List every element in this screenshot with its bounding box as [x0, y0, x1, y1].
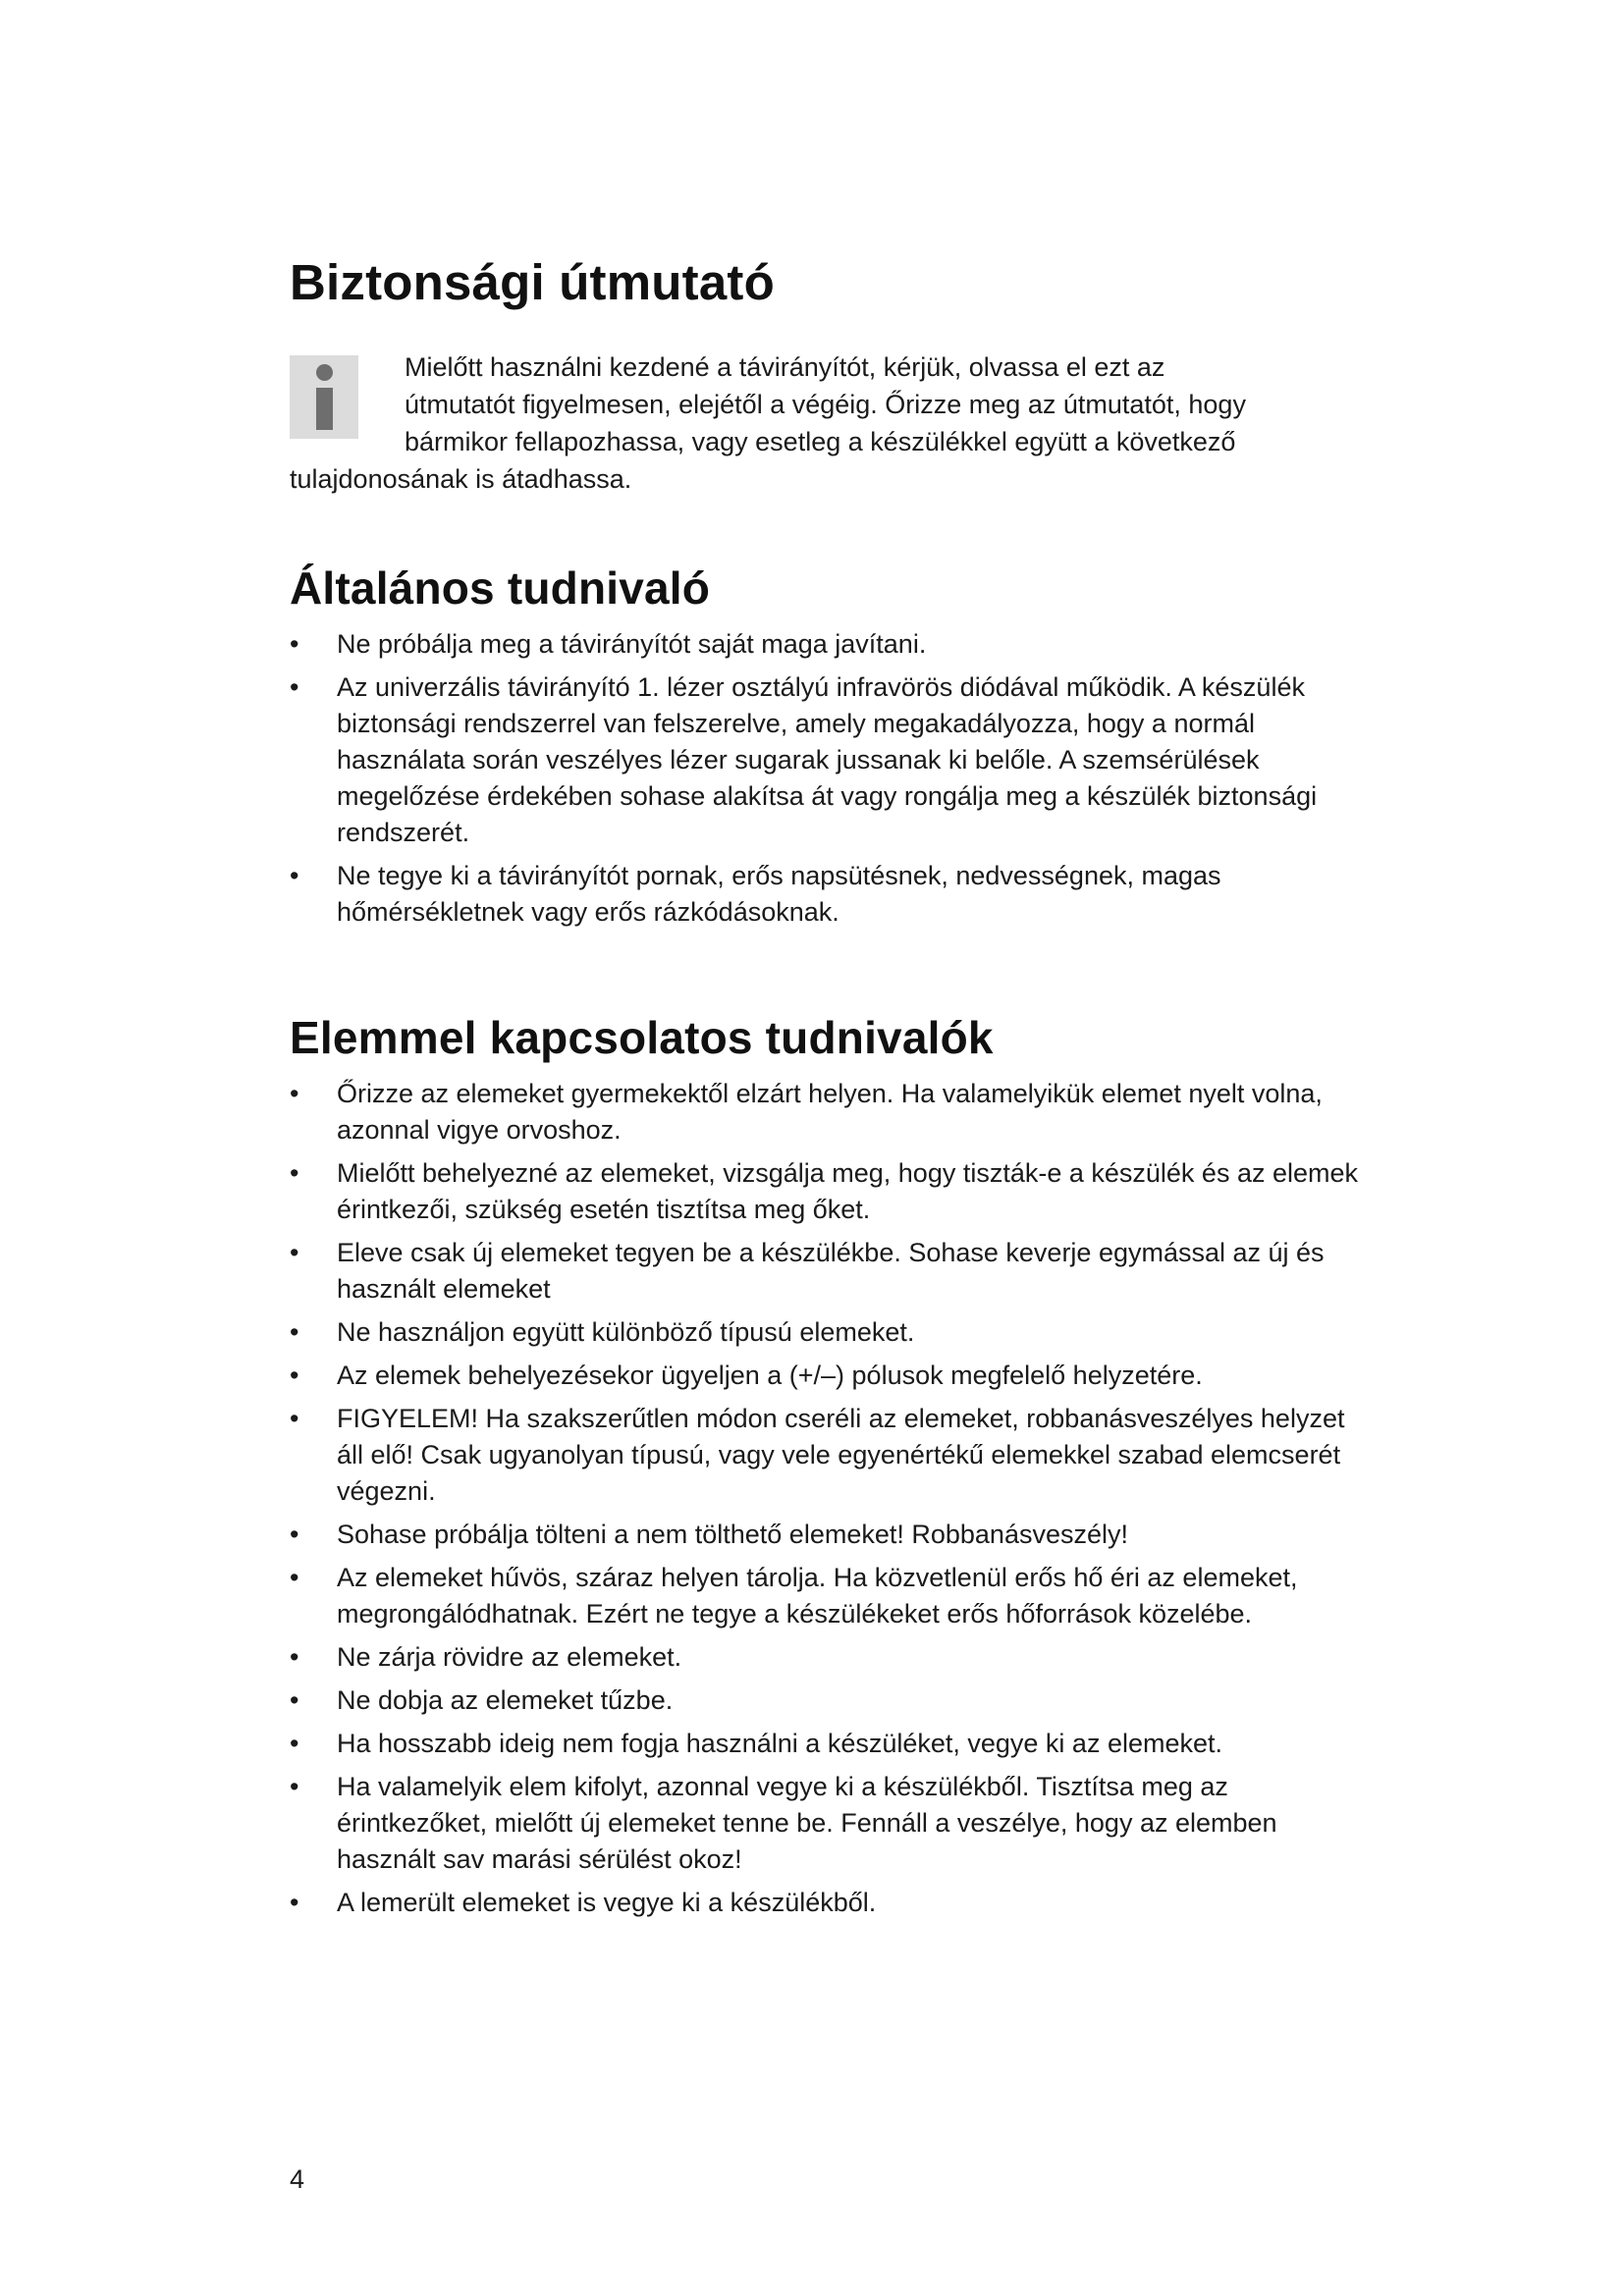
- list-item: • Az univerzális távirányító 1. lézer osztályú infravörös diódával működik. A készülék biztonsági rendszerrel van felszerelve, amely megakadályozza, hogy a normál használata során veszélyes lézer sugarak jussanak ki belőle. A szemsérülések megelőzése érdekében sohase alakítsa át vagy rongálja meg a készülék biztonsági rendszerét.: [290, 669, 1370, 851]
- list-item: • Mielőtt behelyezné az elemeket, vizsgálja meg, hogy tiszták-e a készülék és az elemek érintkezői, szükség esetén tisztítsa meg őket.: [290, 1155, 1370, 1228]
- page-number: 4: [290, 2164, 305, 2194]
- list-item: • Őrizze az elemeket gyermekektől elzárt helyen. Ha valamelyikük elemet nyelt volna, azonnal vigye orvoshoz.: [290, 1076, 1370, 1148]
- list-item: • Ne dobja az elemeket tűzbe.: [290, 1682, 1370, 1719]
- list-item: • Sohase próbálja tölteni a nem tölthető elemeket! Robbanásveszély!: [290, 1517, 1370, 1553]
- list-item: • Ne használjon együtt különböző típusú elemeket.: [290, 1314, 1370, 1351]
- safety-intro-line: Mielőtt használni kezdené a távirányítót, kérjük, olvassa el ezt az: [405, 352, 1165, 382]
- list-item: • Ne tegye ki a távirányítót pornak, erős napsütésnek, nedvességnek, magas hőmérsékletnek vagy erős rázkódásoknak.: [290, 858, 1370, 931]
- safety-intro-line: útmutatót figyelmesen, elejétől a végéig. Őrizze meg az útmutatót, hogy: [405, 390, 1246, 419]
- general-list: [290, 626, 1370, 937]
- list-item: • Ha hosszabb ideig nem fogja használni a készüléket, vegye ki az elemeket.: [290, 1726, 1370, 1762]
- safety-heading: Biztonsági útmutató: [290, 254, 775, 310]
- list-item: • Az elemeket hűvös, száraz helyen tárolja. Ha közvetlenül erős hő éri az elemeket, megrongálódhatnak. Ezért ne tegye a készülékeket erős hőforrások közelébe.: [290, 1560, 1370, 1632]
- list-item: • Eleve csak új elemeket tegyen be a készülékbe. Sohase keverje egymással az új és használt elemeket: [290, 1235, 1370, 1308]
- safety-intro-line: tulajdonosának is átadhassa.: [290, 464, 632, 494]
- info-icon-bar: [316, 388, 333, 430]
- list-item: • Ha valamelyik elem kifolyt, azonnal vegye ki a készülékből. Tisztítsa meg az érintkezőket, mielőtt új elemeket tenne be. Fennáll a veszélye, hogy az elemben használt sav marási sérülést okoz!: [290, 1769, 1370, 1878]
- battery-list: [290, 1076, 1370, 1928]
- list-item: • FIGYELEM! Ha szakszerűtlen módon cseréli az elemeket, robbanásveszélyes helyzet áll elő! Csak ugyanolyan típusú, vagy vele egyenértékű elemekkel szabad elemcserét végezni.: [290, 1401, 1370, 1510]
- list-item: • A lemerült elemeket is vegye ki a készülékből.: [290, 1885, 1370, 1921]
- info-icon: [290, 355, 358, 439]
- battery-heading: Elemmel kapcsolatos tudnivalók: [290, 1012, 994, 1063]
- general-heading: Általános tudnivaló: [290, 562, 711, 614]
- safety-intro-line: bármikor fellapozhassa, vagy esetleg a készülékkel együtt a következő: [405, 427, 1236, 456]
- info-icon-dot: [316, 364, 333, 381]
- list-item: • Az elemek behelyezésekor ügyeljen a (+/–) pólusok megfelelő helyzetére.: [290, 1358, 1370, 1394]
- list-item: • Ne próbálja meg a távirányítót saját maga javítani.: [290, 626, 1370, 663]
- list-item: • Ne zárja rövidre az elemeket.: [290, 1639, 1370, 1676]
